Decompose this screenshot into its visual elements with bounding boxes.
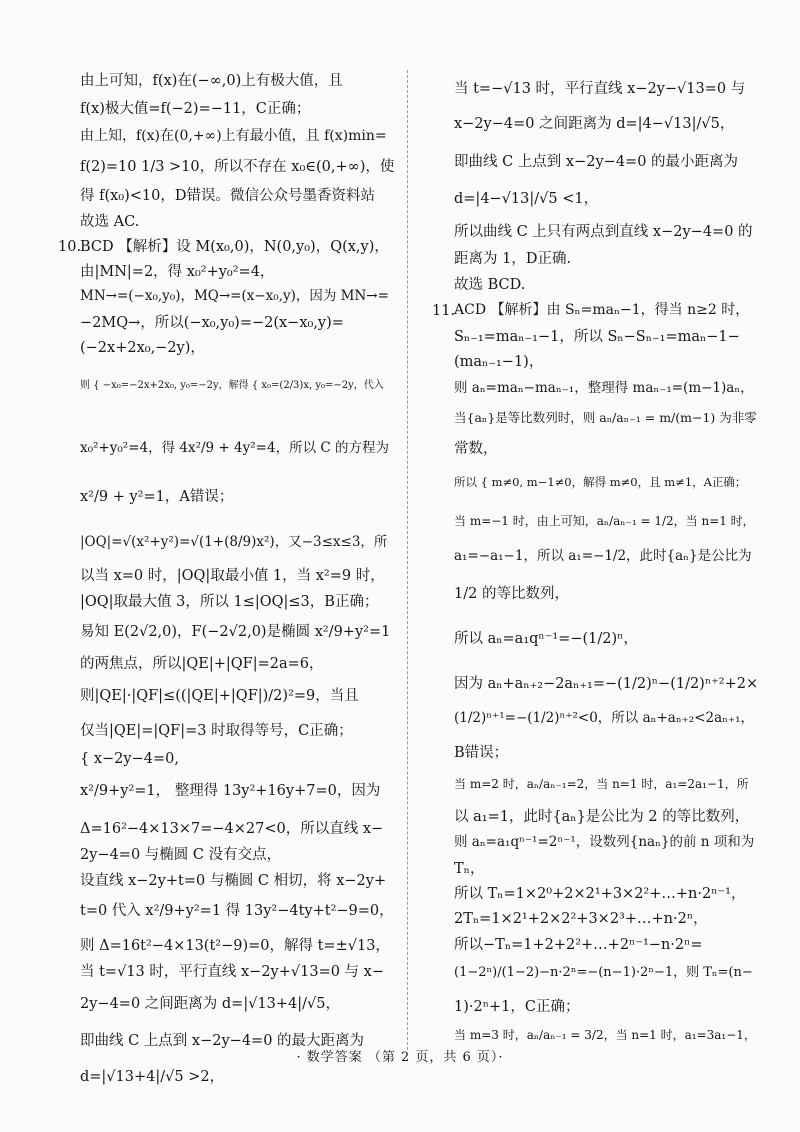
text-line: Tₙ， bbox=[454, 861, 485, 877]
text-line: ACD 【解析】由 Sₙ=maₙ−1，得当 n≥2 时， bbox=[454, 302, 750, 318]
text-line: 仅当|QE|=|QF|=3 时取得等号，C正确； bbox=[80, 723, 353, 739]
text-line: f(2)=10 1/3 >10，所以不存在 x₀∈(0,+∞)，使 bbox=[80, 159, 395, 175]
question-number: 11. bbox=[432, 303, 456, 319]
text-line: 1/2 的等比数列， bbox=[454, 586, 569, 602]
text-line: { x−2y−4=0, bbox=[80, 751, 179, 767]
text-line: MN→=(−x₀,y₀)，MQ→=(x−x₀,y)，因为 MN→= bbox=[80, 288, 389, 304]
text-line: 当 m=2 时，aₙ/aₙ₋₁=2，当 n=1 时，a₁=2a₁−1，所 bbox=[454, 777, 749, 791]
text-line: 当 m=−1 时，由上可知，aₙ/aₙ₋₁ = 1/2，当 n=1 时， bbox=[454, 514, 755, 528]
text-line: 的两焦点，所以|QE|+|QF|=2a=6， bbox=[80, 656, 324, 672]
text-line: 由上可知，f(x)在(−∞,0)上有极大值，且 bbox=[80, 73, 343, 89]
text-line: 以当 x=0 时，|OQ|取最小值 1，当 x²=9 时， bbox=[80, 568, 385, 584]
text-line: 由上知，f(x)在(0,+∞)上有最小值，且 f(x)min= bbox=[80, 128, 387, 144]
text-line: f(x)极大值=f(−2)=−11，C正确； bbox=[80, 101, 311, 117]
text-line: 所以 { m≠0, m−1≠0，解得 m≠0，且 m≠1，A正确； bbox=[454, 475, 747, 489]
text-line: 则 aₙ=a₁qⁿ⁻¹=2ⁿ⁻¹，设数列{naₙ}的前 n 项和为 bbox=[454, 834, 755, 850]
text-line: Sₙ₋₁=maₙ₋₁−1，所以 Sₙ−Sₙ₋₁=maₙ−1− bbox=[454, 329, 740, 345]
text-line: a₁=−a₁−1，所以 a₁=−1/2，此时{aₙ}是公比为 bbox=[454, 548, 752, 564]
text-line: t=0 代入 x²/9+y²=1 得 13y²−4ty+t²−9=0， bbox=[80, 903, 394, 919]
text-line: x₀²+y₀²=4，得 4x²/9 + 4y²=4，所以 C 的方程为 bbox=[80, 440, 389, 456]
text-line: 故选 AC. bbox=[80, 214, 140, 230]
text-line: 所以−Tₙ=1+2+2²+…+2ⁿ⁻¹−n·2ⁿ= bbox=[454, 937, 703, 953]
text-line: Δ=16²−4×13×7=−4×27<0，所以直线 x− bbox=[80, 821, 384, 837]
text-line: 即曲线 C 上点到 x−2y−4=0 的最大距离为 bbox=[80, 1033, 365, 1049]
text-line: 由|MN|=2，得 x₀²+y₀²=4， bbox=[80, 264, 275, 280]
text-line: 所以 aₙ=a₁qⁿ⁻¹=−(1/2)ⁿ， bbox=[454, 631, 638, 647]
text-line: 2y−4=0 与椭圆 C 没有交点， bbox=[80, 847, 282, 863]
text-line: (1/2)ⁿ⁺¹=−(1/2)ⁿ⁺²<0，所以 aₙ+aₙ₊₂<2aₙ₊₁， bbox=[454, 710, 755, 726]
text-line: 设直线 x−2y+t=0 与椭圆 C 相切，将 x−2y+ bbox=[80, 873, 387, 889]
page-footer: · 数学答案 （第 2 页，共 6 页）· bbox=[296, 1050, 504, 1065]
text-line: 1)·2ⁿ+1，C正确； bbox=[454, 999, 580, 1015]
text-line: 距离为 1，D正确. bbox=[454, 251, 572, 267]
text-line: 2Tₙ=1×2¹+2×2²+3×2³+…+n·2ⁿ， bbox=[454, 911, 708, 927]
text-line: 当 m=3 时，aₙ/aₙ₋₁ = 3/2，当 n=1 时，a₁=3a₁−1， bbox=[454, 1028, 756, 1042]
text-line: 以 a₁=1，此时{aₙ}是公比为 2 的等比数列， bbox=[454, 809, 750, 825]
text-line: |OQ|取最大值 3，所以 1≤|OQ|≤3，B正确； bbox=[80, 594, 379, 610]
text-line: 常数， bbox=[454, 441, 498, 457]
question-number: 10. bbox=[58, 239, 82, 255]
text-line: 则 aₙ=maₙ−maₙ₋₁，整理得 maₙ₋₁=(m−1)aₙ， bbox=[454, 380, 754, 396]
text-line: 故选 BCD. bbox=[454, 277, 526, 293]
text-line: 2y−4=0 之间距离为 d=|√13+4|/√5， bbox=[80, 996, 341, 1012]
text-line: x²/9 + y²=1，A错误； bbox=[80, 489, 234, 505]
text-line: (−2x+2x₀,−2y)， bbox=[80, 340, 205, 356]
text-line: 则|QE|·|QF|≤((|QE|+|QF|)/2)²=9，当且 bbox=[80, 688, 359, 704]
text-line: 则 { −x₀=−2x+2x₀, y₀=−2y，解得 { x₀=(2/3)x, y₀=−2y，代入 bbox=[80, 380, 384, 391]
text-line: BCD 【解析】设 M(x₀,0)，N(0,y₀)，Q(x,y)， bbox=[80, 239, 389, 255]
text-line: 当 t=√13 时，平行直线 x−2y+√13=0 与 x− bbox=[80, 964, 384, 980]
text-line: x−2y−4=0 之间距离为 d=|4−√13|/√5， bbox=[454, 116, 735, 132]
text-line: 则 Δ=16t²−4×13(t²−9)=0，解得 t=±√13， bbox=[80, 938, 390, 954]
text-line: B错误； bbox=[454, 745, 509, 761]
text-line: 所以曲线 C 上只有两点到直线 x−2y−4=0 的 bbox=[454, 224, 753, 240]
text-line: 易知 E(2√2,0)，F(−2√2,0)是椭圆 x²/9+y²=1 bbox=[80, 624, 391, 640]
text-line: (1−2ⁿ)/(1−2)−n·2ⁿ=−(n−1)·2ⁿ−1，则 Tₙ=(n− bbox=[454, 965, 753, 980]
column-divider bbox=[407, 70, 408, 1050]
text-line: 所以 Tₙ=1×2⁰+2×2¹+3×2²+…+n·2ⁿ⁻¹， bbox=[454, 886, 746, 902]
text-line: 当 t=−√13 时，平行直线 x−2y−√13=0 与 bbox=[454, 81, 746, 97]
text-line: 因为 aₙ+aₙ₊₂−2aₙ₊₁=−(1/2)ⁿ−(1/2)ⁿ⁺²+2× bbox=[454, 676, 759, 692]
text-line: d=|√13+4|/√5 >2， bbox=[80, 1069, 225, 1085]
text-line: d=|4−√13|/√5 <1， bbox=[454, 191, 599, 207]
text-line: x²/9+y²=1， 整理得 13y²+16y+7=0，因为 bbox=[80, 783, 381, 799]
text-line: |OQ|=√(x²+y²)=√(1+(8/9)x²)，又−3≤x≤3，所 bbox=[80, 534, 388, 550]
text-line: 当{aₙ}是等比数列时，则 aₙ/aₙ₋₁ = m/(m−1) 为非零 bbox=[454, 410, 757, 425]
text-line: 即曲线 C 上点到 x−2y−4=0 的最小距离为 bbox=[454, 154, 739, 170]
text-line: −2MQ→，所以(−x₀,y₀)=−2(x−x₀,y)= bbox=[80, 315, 344, 331]
text-line: (maₙ₋₁−1)， bbox=[454, 354, 544, 370]
text-line: 得 f(x₀)<10，D错误。微信公众号墨香资料站 bbox=[80, 188, 376, 204]
